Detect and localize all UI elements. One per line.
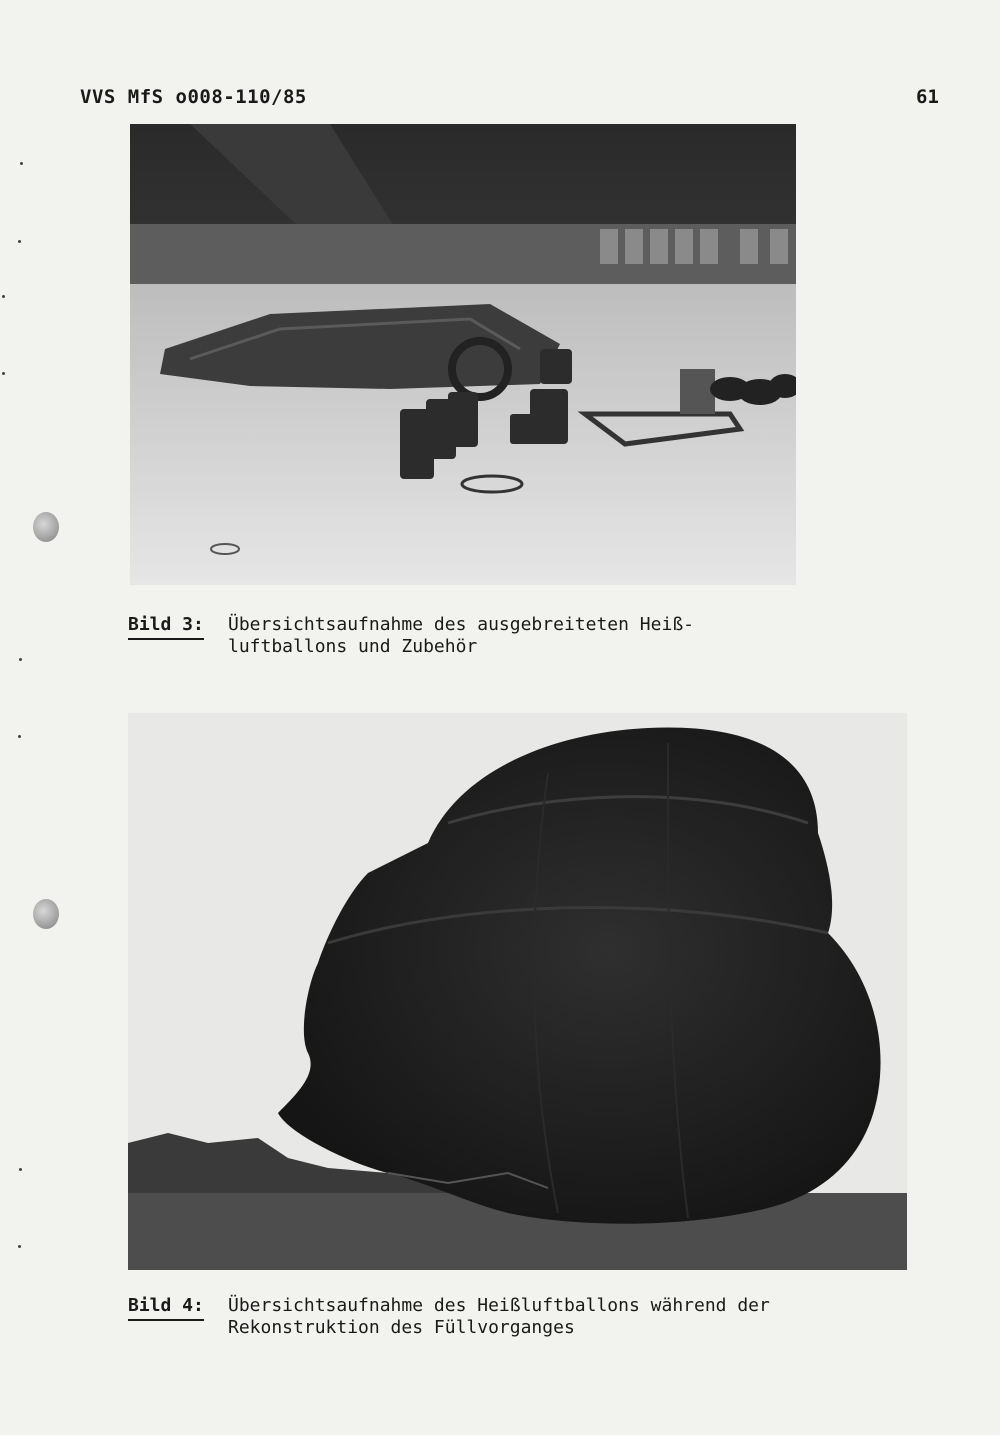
punch-hole	[33, 899, 59, 929]
margin-speck	[18, 240, 21, 243]
figure-3-label: Bild 3:	[128, 614, 204, 635]
margin-speck	[2, 372, 5, 375]
page-number: 61	[916, 86, 939, 108]
margin-speck	[18, 1245, 21, 1248]
document-reference: VVS MfS o008-110/85	[80, 86, 307, 108]
photo-balloon-spread-out	[130, 124, 796, 585]
punch-hole	[33, 512, 59, 542]
figure-3-caption	[128, 614, 828, 664]
figure-3-caption-line2: luftballons und Zubehör	[228, 636, 478, 657]
margin-speck	[20, 162, 23, 165]
figure-4-caption-line2: Rekonstruktion des Füllvorganges	[228, 1317, 575, 1338]
margin-speck	[2, 295, 5, 298]
figure-4-caption-line1: Übersichtsaufnahme des Heißluftballons während der	[228, 1295, 770, 1316]
margin-speck	[19, 658, 22, 661]
photo-balloon-inflating	[128, 713, 907, 1270]
figure-4-label: Bild 4:	[128, 1295, 204, 1316]
margin-speck	[19, 1168, 22, 1171]
margin-speck	[18, 735, 21, 738]
figure-3-caption-line1: Übersichtsaufnahme des ausgebreiteten Heiß-	[228, 614, 694, 635]
figure-4-caption	[128, 1295, 908, 1345]
